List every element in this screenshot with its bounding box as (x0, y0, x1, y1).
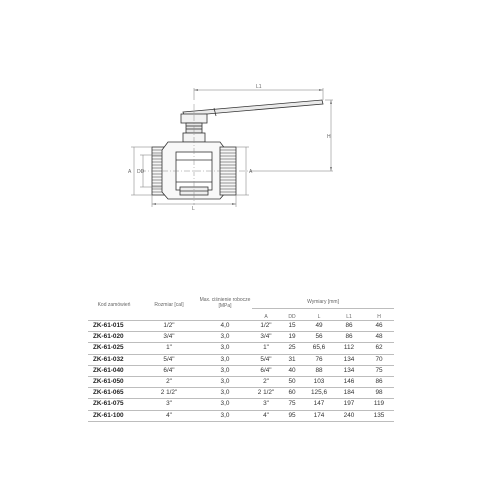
cell-dd: 60 (280, 388, 304, 399)
cell-a: 1" (252, 343, 280, 354)
cell-a: 5/4" (252, 354, 280, 365)
cell-size: 5/4" (140, 354, 198, 365)
cell-size: 1" (140, 343, 198, 354)
table-row (88, 377, 394, 388)
cell-a: 6/4" (252, 365, 280, 376)
cell-a: 4" (252, 410, 280, 421)
cell-code: ZK-61-075 (88, 399, 140, 410)
cell-dd: 75 (280, 399, 304, 410)
cell-l1: 86 (334, 321, 364, 332)
cell-code: ZK-61-020 (88, 332, 140, 343)
cell-code: ZK-61-065 (88, 388, 140, 399)
cell-l: 56 (304, 332, 334, 343)
cell-dd: 31 (280, 354, 304, 365)
cell-h: 70 (364, 354, 394, 365)
cell-code: ZK-61-025 (88, 343, 140, 354)
cell-h: 135 (364, 410, 394, 421)
cell-a: 2" (252, 377, 280, 388)
cell-code: ZK-61-050 (88, 377, 140, 388)
cell-l: 76 (304, 354, 334, 365)
cell-a: 3/4" (252, 332, 280, 343)
table-row (88, 332, 394, 343)
cell-pressure: 3,0 (198, 343, 252, 354)
cell-l: 65,6 (304, 343, 334, 354)
cell-h: 75 (364, 365, 394, 376)
cell-dd: 25 (280, 343, 304, 354)
cell-code: ZK-61-040 (88, 365, 140, 376)
header-dimensions-group: Wymiary [mm] (252, 296, 394, 309)
cell-l: 88 (304, 365, 334, 376)
dimension-label-h: H (327, 134, 331, 140)
cell-l: 125,6 (304, 388, 334, 399)
table-row (88, 399, 394, 410)
cell-h: 98 (364, 388, 394, 399)
cell-l1: 146 (334, 377, 364, 388)
cell-pressure: 3,0 (198, 365, 252, 376)
table-row (88, 410, 394, 421)
cell-pressure: 3,0 (198, 388, 252, 399)
cell-size: 2" (140, 377, 198, 388)
table-row (88, 354, 394, 365)
header-l1: L1 (334, 309, 364, 321)
table-row (88, 343, 394, 354)
cell-l: 174 (304, 410, 334, 421)
lever-handle (183, 100, 323, 116)
header-size: Rozmiar [cal] (140, 296, 198, 321)
cell-size: 4" (140, 410, 198, 421)
specification-table (88, 296, 394, 422)
header-a: A (252, 309, 280, 321)
cell-l1: 184 (334, 388, 364, 399)
cell-h: 46 (364, 321, 394, 332)
cell-l1: 134 (334, 354, 364, 365)
cell-h: 48 (364, 332, 394, 343)
cell-dd: 50 (280, 377, 304, 388)
cell-l: 49 (304, 321, 334, 332)
specification-table-container (88, 296, 394, 422)
cell-dd: 95 (280, 410, 304, 421)
cell-size: 2 1/2" (140, 388, 198, 399)
cell-size: 1/2" (140, 321, 198, 332)
cell-pressure: 3,0 (198, 377, 252, 388)
cell-l1: 112 (334, 343, 364, 354)
cell-l1: 240 (334, 410, 364, 421)
cell-pressure: 3,0 (198, 410, 252, 421)
dimension-label-l: L (192, 206, 195, 212)
header-pressure: Max. ciśnienie robocze [MPa] (198, 296, 252, 321)
cell-l: 103 (304, 377, 334, 388)
header-dd: DD (280, 309, 304, 321)
cell-pressure: 3,0 (198, 399, 252, 410)
dimension-label-a-left: A (128, 169, 132, 175)
table-row (88, 365, 394, 376)
cell-l1: 134 (334, 365, 364, 376)
cell-code: ZK-61-032 (88, 354, 140, 365)
cell-a: 1/2" (252, 321, 280, 332)
dimension-label-l1: L1 (256, 84, 262, 90)
cell-pressure: 3,0 (198, 332, 252, 343)
cell-h: 119 (364, 399, 394, 410)
cell-pressure: 3,0 (198, 354, 252, 365)
table-row (88, 321, 394, 332)
cell-pressure: 4,0 (198, 321, 252, 332)
cell-dd: 19 (280, 332, 304, 343)
cell-code: ZK-61-100 (88, 410, 140, 421)
cell-size: 6/4" (140, 365, 198, 376)
cell-size: 3/4" (140, 332, 198, 343)
dimension-label-dd: DD (137, 169, 145, 175)
header-l: L (304, 309, 334, 321)
table-row (88, 388, 394, 399)
header-h: H (364, 309, 394, 321)
cell-dd: 40 (280, 365, 304, 376)
cell-h: 86 (364, 377, 394, 388)
cell-l: 147 (304, 399, 334, 410)
cell-a: 3" (252, 399, 280, 410)
cell-code: ZK-61-015 (88, 321, 140, 332)
cell-l1: 197 (334, 399, 364, 410)
cell-a: 2 1/2" (252, 388, 280, 399)
cell-size: 3" (140, 399, 198, 410)
dimension-label-a-right: A (249, 169, 253, 175)
cell-dd: 15 (280, 321, 304, 332)
cell-l1: 86 (334, 332, 364, 343)
cell-h: 62 (364, 343, 394, 354)
header-code: Kod zamówień (88, 296, 140, 321)
